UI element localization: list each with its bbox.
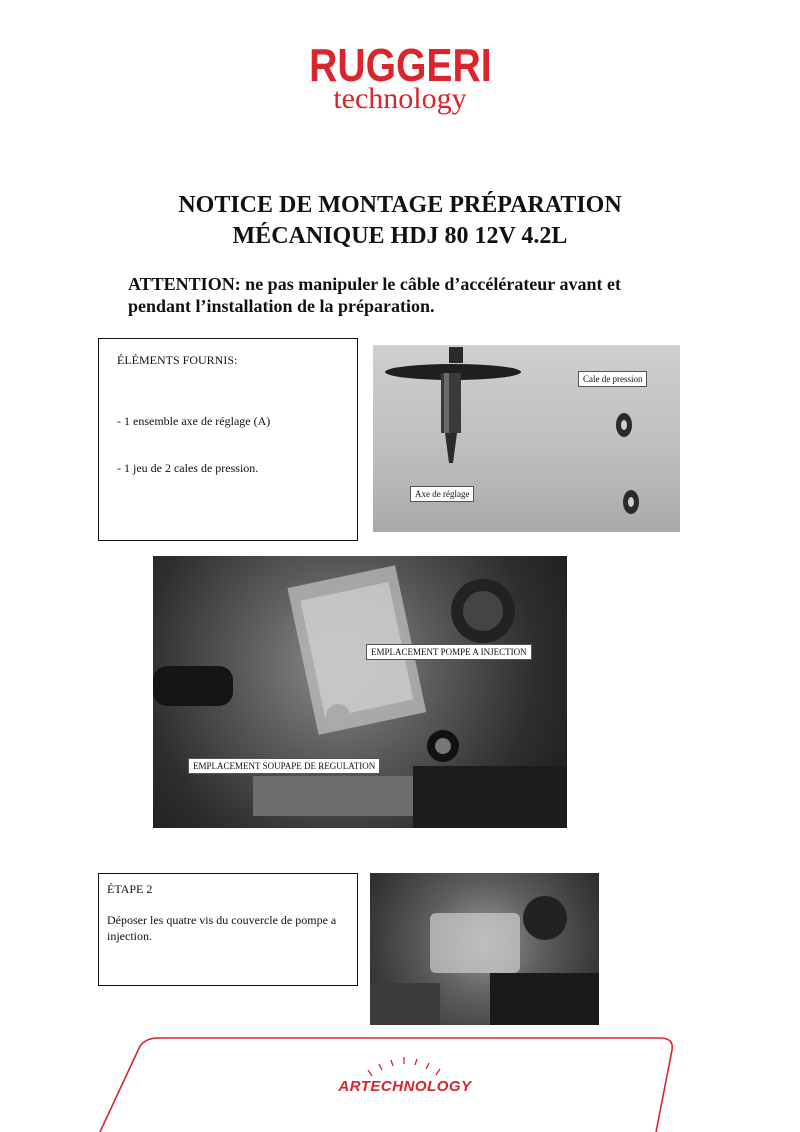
elements-box [98, 338, 358, 541]
label-emplacement-pompe: EMPLACEMENT POMPE A INJECTION [366, 644, 532, 660]
logo-brand: RUGGERI [308, 39, 492, 91]
label-axe-de-reglage: Axe de réglage [410, 486, 474, 502]
elements-item: - 1 jeu de 2 cales de pression. [117, 461, 259, 475]
artechnology-logo [330, 1078, 480, 1096]
title-line-2: MÉCANIQUE HDJ 80 12V 4.2L [232, 223, 568, 249]
label-emplacement-soupape: EMPLACEMENT SOUPAPE DE REGULATION [188, 758, 380, 774]
engine-illustration [153, 556, 567, 828]
title-line-1: NOTICE DE MONTAGE PRÉPARATION [178, 192, 622, 218]
elements-heading: ÉLÉMENTS FOURNIS: [117, 353, 238, 367]
etape-text: Déposer les quatre vis du couvercle de pompe a injection. [107, 913, 337, 943]
pump-photo [370, 873, 599, 1025]
etape-heading: ÉTAPE 2 [107, 882, 153, 896]
elements-item: - 1 ensemble axe de réglage (A) [117, 414, 271, 428]
footer-logo-text: ARTECHNOLOGY [338, 1078, 472, 1095]
attention-warning: ATTENTION: ne pas manipuler le câble d’accélérateur avant et pendant l’installation de la préparation. [128, 274, 621, 316]
pump-illustration [370, 873, 599, 1025]
tool-photo [373, 345, 680, 532]
etape-box [98, 873, 358, 986]
page-title [0, 190, 800, 252]
engine-photo [153, 556, 567, 828]
logo-sub: technology [333, 82, 467, 115]
label-cale-de-pression: Cale de pression [578, 371, 647, 387]
ruggeri-logo [0, 39, 800, 116]
